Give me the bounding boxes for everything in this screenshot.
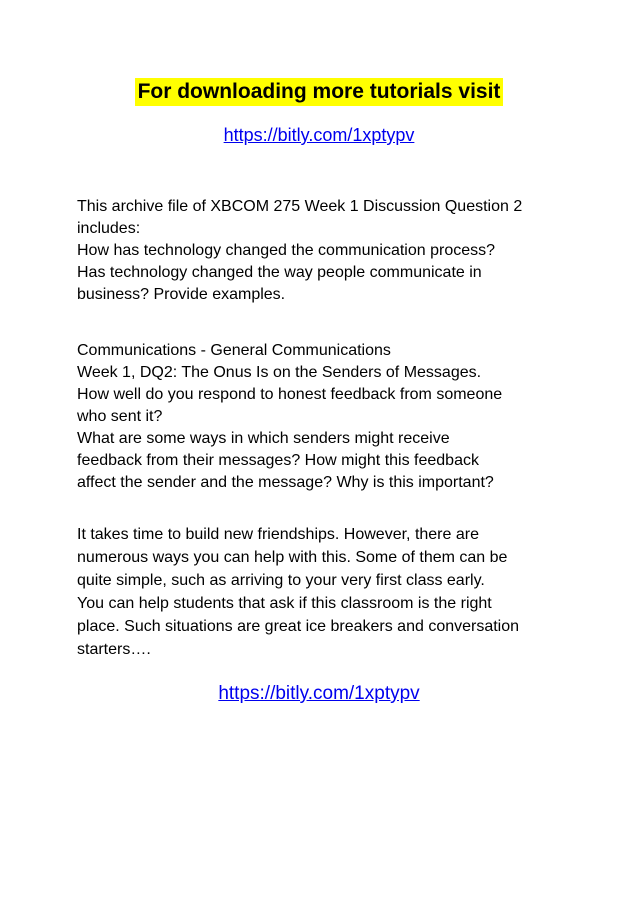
text-line: affect the sender and the message? Why is this important?	[77, 474, 494, 491]
text-line: Week 1, DQ2: The Onus Is on the Senders of Messages.	[77, 364, 482, 381]
text-line: Communications - General Communications	[77, 342, 391, 359]
text-line: who sent it?	[77, 408, 163, 425]
heading-container	[0, 78, 638, 106]
text-line: It takes time to build new friendships. However, there are	[77, 526, 479, 543]
top-link-line	[0, 123, 638, 147]
page-title: For downloading more tutorials visit	[135, 78, 504, 106]
tutorial-link-top[interactable]: https://bitly.com/1xptypv	[223, 125, 415, 145]
text-line: quite simple, such as arriving to your very first class early.	[77, 572, 485, 589]
bottom-link-line	[0, 682, 638, 706]
text-line: numerous ways you can help with this. Some of them can be	[77, 549, 508, 566]
text-line: business? Provide examples.	[77, 286, 286, 303]
paragraph-question	[77, 340, 577, 494]
text-line: Has technology changed the way people communicate in	[77, 264, 482, 281]
text-line: This archive file of XBCOM 275 Week 1 Discussion Question 2	[77, 198, 523, 215]
text-line: place. Such situations are great ice breakers and conversation	[77, 618, 520, 635]
tutorial-link-bottom[interactable]: https://bitly.com/1xptypv	[218, 683, 420, 704]
text-line: starters….	[77, 641, 151, 658]
text-line: How has technology changed the communication process?	[77, 242, 496, 259]
text-line: How well do you respond to honest feedback from someone	[77, 386, 503, 403]
text-line: feedback from their messages? How might this feedback	[77, 452, 479, 469]
paragraph-answer	[77, 523, 577, 661]
text-line: includes:	[77, 220, 141, 237]
paragraph-intro	[77, 196, 577, 306]
text-line: What are some ways in which senders might receive	[77, 430, 450, 447]
text-line: You can help students that ask if this classroom is the right	[77, 595, 492, 612]
